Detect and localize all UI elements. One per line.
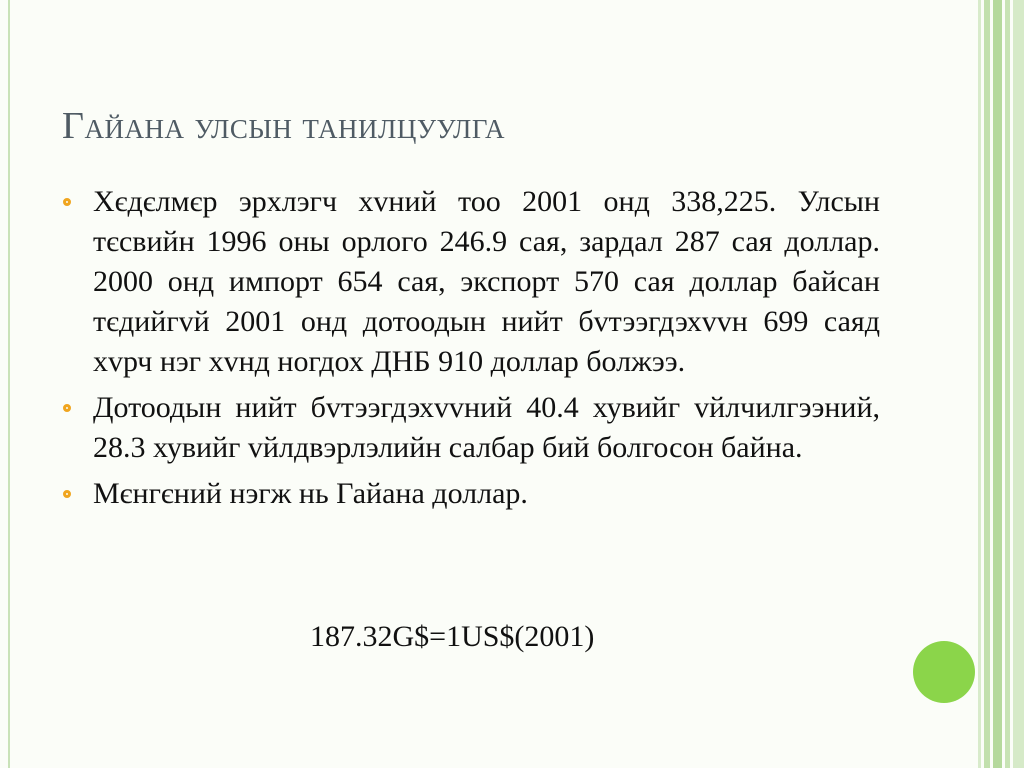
decorative-stripe <box>978 0 981 768</box>
bullet-text: Мєнгєний нэгж нь Гайана доллар. <box>93 477 528 510</box>
bullet-circle-icon <box>63 404 71 412</box>
left-frame-line <box>8 0 10 768</box>
bullet-circle-icon <box>63 490 71 498</box>
decorative-stripe <box>984 0 990 768</box>
slide-title: Гайана улсын танилцуулга <box>62 105 506 147</box>
bullet-item <box>60 474 880 514</box>
decorative-stripe <box>1005 0 1010 768</box>
bullet-item <box>60 388 880 468</box>
exchange-rate-text: 187.32G$=1US$(2001) <box>310 620 595 653</box>
decorative-stripe <box>1013 0 1024 768</box>
bullet-item <box>60 182 880 382</box>
green-circle-decoration <box>913 641 975 703</box>
bullet-circle-icon <box>63 198 71 206</box>
bullet-text: Хєдєлмєр эрхлэгч хvний тоо 2001 онд 338,225. Улсын тєсвийн 1996 оны орлого 246.9 сая, зардал 287 сая доллар. 2000 онд импорт 654 сая, экспорт 570 сая доллар байсан тєдийгvй 2001 онд дотоодын нийт бvтээгдэхvvн 699 саяд хvрч нэг хvнд ногдох ДНБ 910 доллар болжээ. <box>93 185 880 378</box>
decorative-stripe <box>993 0 1002 768</box>
bullet-list <box>60 182 880 520</box>
bullet-text: Дотоодын нийт бvтээгдэхvvний 40.4 хувийг vйлчилгээний, 28.3 хувийг vйлдвэрлэлийн салбар бий болгосон байна. <box>93 391 880 464</box>
